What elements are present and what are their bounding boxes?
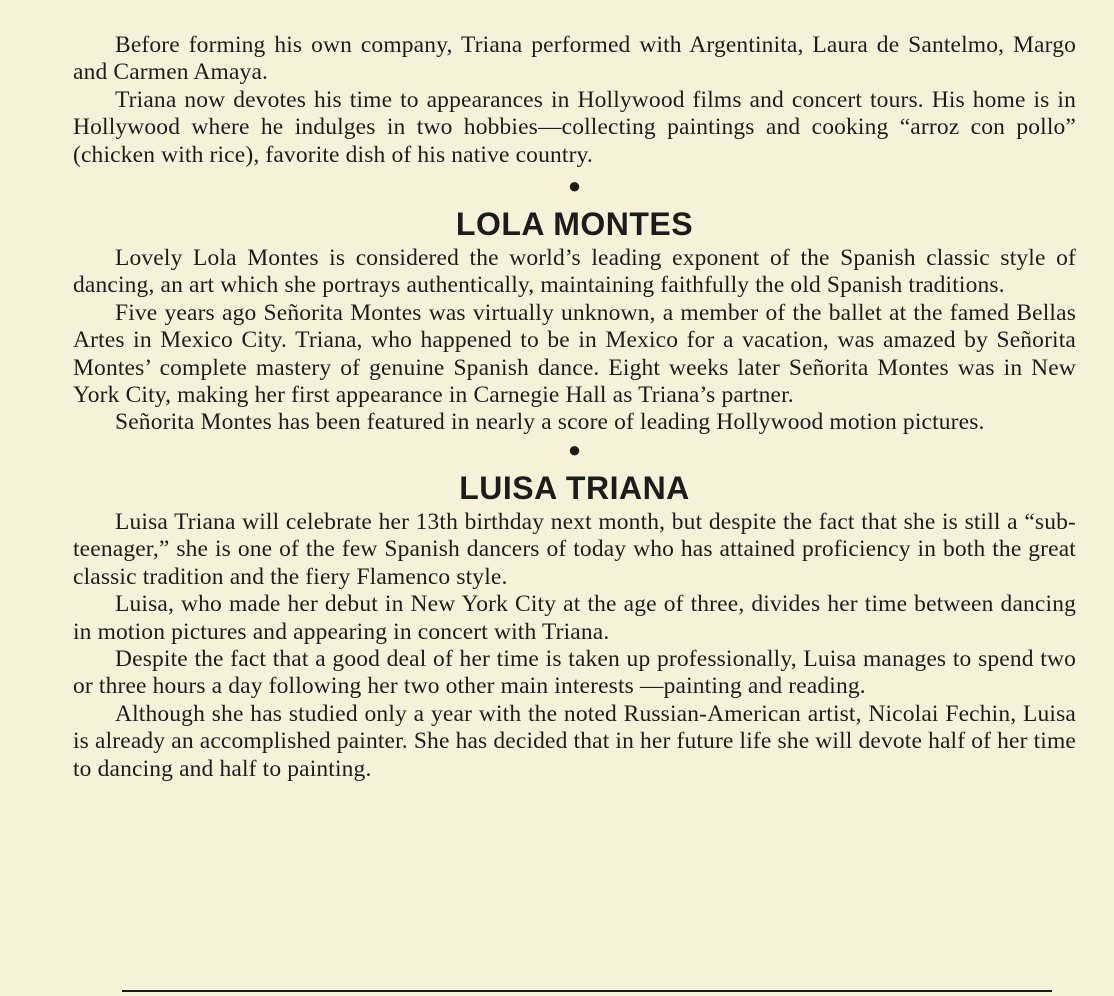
luisa-paragraph-4: Although she has studied only a year with the noted Russian-American artist, Nicolai Fechin, Luisa is already an accomplished painter. She has decided that in her future life she will devote half of her time to dancing and half to painting.: [73, 700, 1076, 782]
text-column: [73, 32, 1076, 783]
lola-paragraph-3: Señorita Montes has been featured in nearly a score of leading Hollywood motion pictures.: [115, 409, 985, 436]
section-divider-bullet: ●: [567, 436, 582, 462]
lola-paragraph-1: Lovely Lola Montes is considered the world’s leading exponent of the Spanish classic style of dancing, an art which she portrays authentically, maintaining faithfully the old Spanish traditions.: [73, 245, 1076, 299]
heading-luisa-triana: LUISA TRIANA: [459, 469, 690, 506]
intro-paragraph-2: Triana now devotes his time to appearances in Hollywood films and concert tours. His home is in Hollywood where he indulges in two hobbies—collecting paintings and cooking “arroz con pollo” (chicken with rice), favorite dish of his native country.: [73, 86, 1076, 168]
section-divider-bullet: ●: [567, 173, 582, 199]
intro-paragraph-1: Before forming his own company, Triana performed with Argentinita, Laura de Santelmo, Margo and Carmen Amaya.: [73, 32, 1076, 86]
luisa-paragraph-1: Luisa Triana will celebrate her 13th birthday next month, but despite the fact that she is still a “sub-teenager,” she is one of the few Spanish dancers of today who has attained proficiency in both the great classic tradition and the fiery Flamenco style.: [73, 508, 1076, 590]
bottom-rule: [122, 990, 1052, 992]
luisa-paragraph-3: Despite the fact that a good deal of her time is taken up professionally, Luisa manages to spend two or three hours a day following her two other main interests —painting and reading.: [73, 645, 1076, 700]
luisa-paragraph-2: Luisa, who made her debut in New York City at the age of three, divides her time between dancing in motion pictures and appearing in concert with Triana.: [73, 591, 1076, 645]
lola-paragraph-2: Five years ago Señorita Montes was virtually unknown, a member of the ballet at the famed Bellas Artes in Mexico City. Triana, who happened to be in Mexico for a vacation, was amazed by Señorita Montes’ complete mastery of genuine Spanish dance. Eight weeks later Señorita Montes was in New York City, making her first appearance in Carnegie Hall as Triana’s partner.: [73, 299, 1076, 409]
heading-lola-montes: LOLA MONTES: [455, 206, 694, 243]
